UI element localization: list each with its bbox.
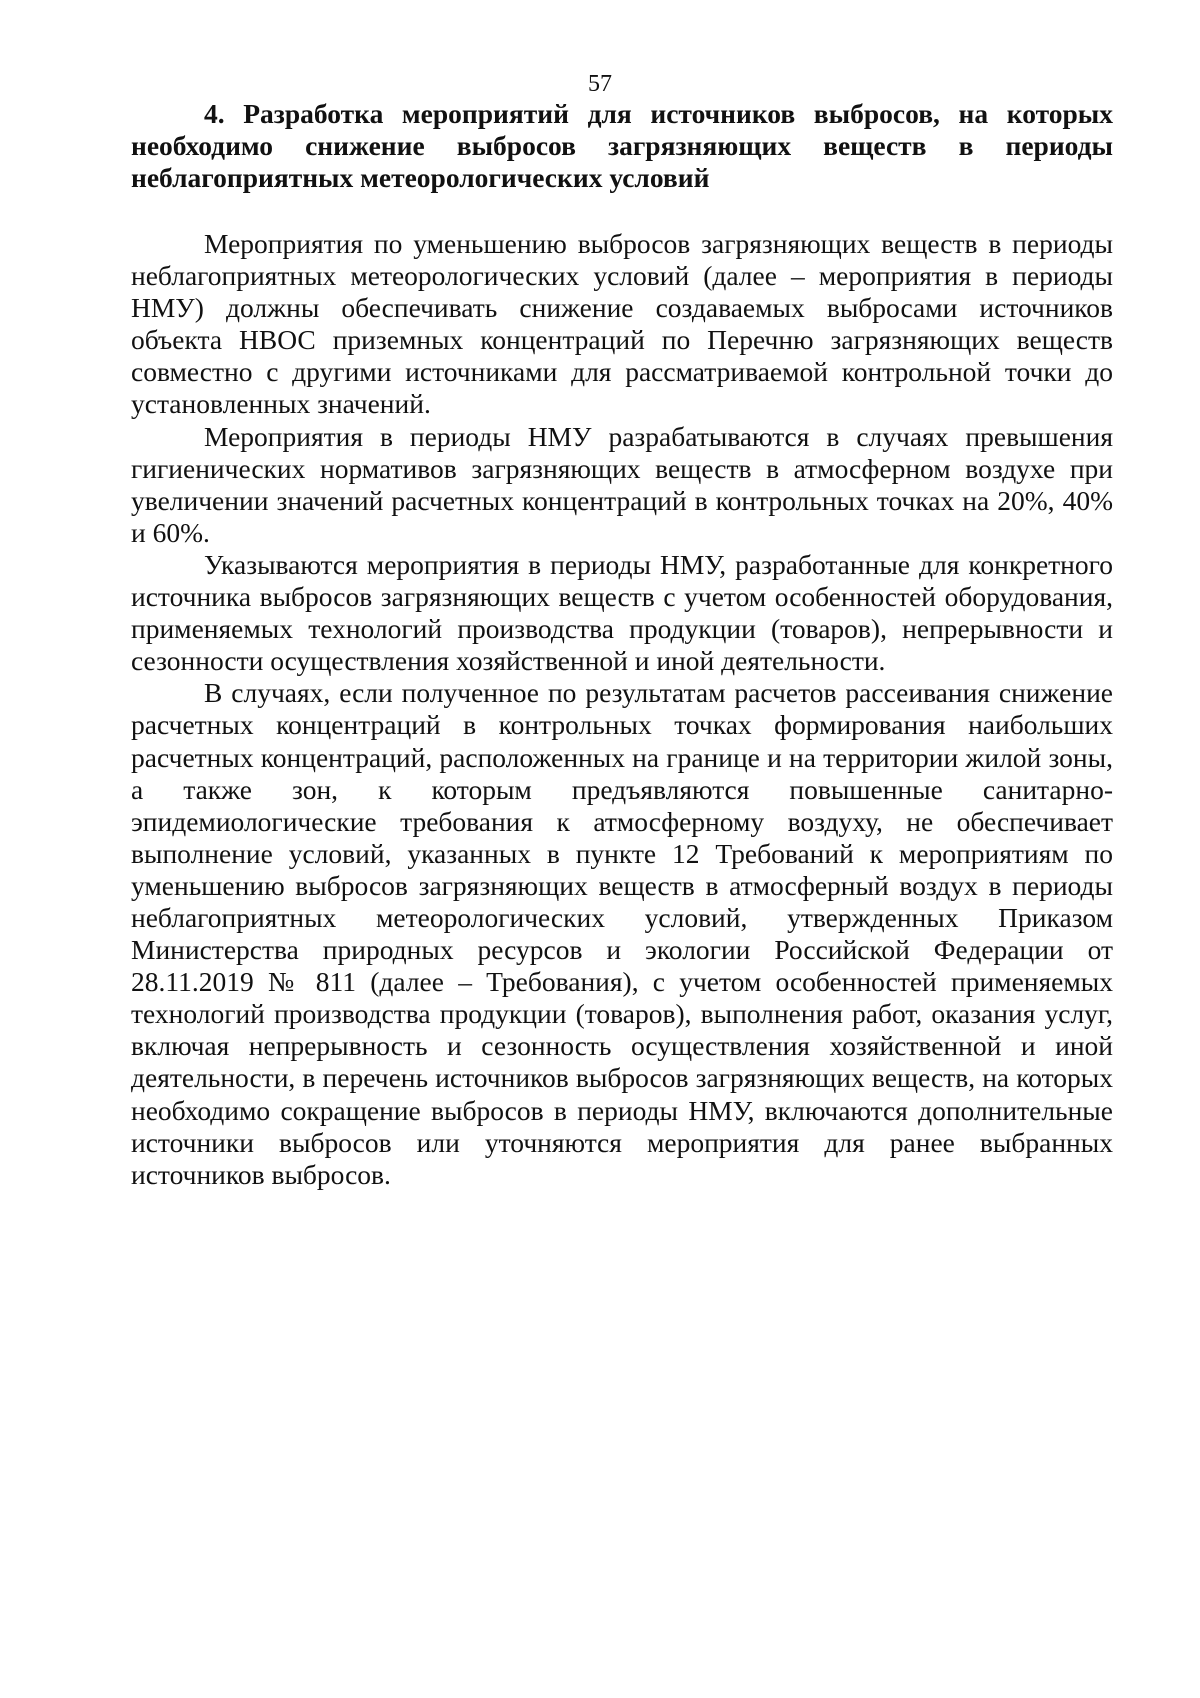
page-number: 57 (588, 71, 612, 97)
paragraph-3: Указываются мероприятия в периоды НМУ, разработанные для конкретного источника выбросов загрязняющих веществ с учетом особенностей оборудования, применяемых технологий производства продукции (товаров), непрерывности и сезонности осуществления хозяйственной и иной деятельности. (131, 548, 1113, 677)
paragraph-2: Мероприятия в периоды НМУ разрабатываются в случаях превышения гигиенических нормативов загрязняющих веществ в атмосферном воздухе при увеличении значений расчетных концентраций в контрольных точках на 20%, 40% и 60%. (131, 420, 1113, 548)
section-heading: 4. Разработка мероприятий для источников выбросов, на которых необходимо снижение выбросов загрязняющих веществ в периоды неблагоприятных метеорологических условий (131, 98, 1113, 193)
document-body (131, 98, 1113, 1191)
paragraph-4: В случаях, если полученное по результатам расчетов рассеивания снижение расчетных концентраций в контрольных точках формирования наибольших расчетных концентраций, расположенных на границе и на территории жилой зоны, а также зон, к которым предъявляются повышенные санитарно-эпидемиологические требования к атмосферному воздуху, не обеспечивает выполнение условий, указанных в пункте 12 Требований к мероприятиям по уменьшению выбросов загрязняющих веществ в атмосферный воздух в периоды неблагоприятных метеорологических условий, утвержденных Приказом Министерства природных ресурсов и экологии Российской Федерации от 28.11.2019 № 811 (далее – Требования), с учетом особенностей применяемых технологий производства продукции (товаров), выполнения работ, оказания услуг, включая непрерывность и сезонность осуществления хозяйственной и иной деятельности, в перечень источников выбросов загрязняющих веществ, на которых необходимо сокращение выбросов в периоды НМУ, включаются дополнительные источники выбросов или уточняются мероприятия для ранее выбранных источников выбросов. (131, 677, 1113, 1190)
paragraph-1: Мероприятия по уменьшению выбросов загрязняющих веществ в периоды неблагоприятных метеорологических условий (далее – мероприятия в периоды НМУ) должны обеспечивать снижение создаваемых выбросами источников объекта НВОС приземных концентраций по Перечню загрязняющих веществ совместно с другими источниками для рассматриваемой контрольной точки до установленных значений. (131, 228, 1113, 420)
